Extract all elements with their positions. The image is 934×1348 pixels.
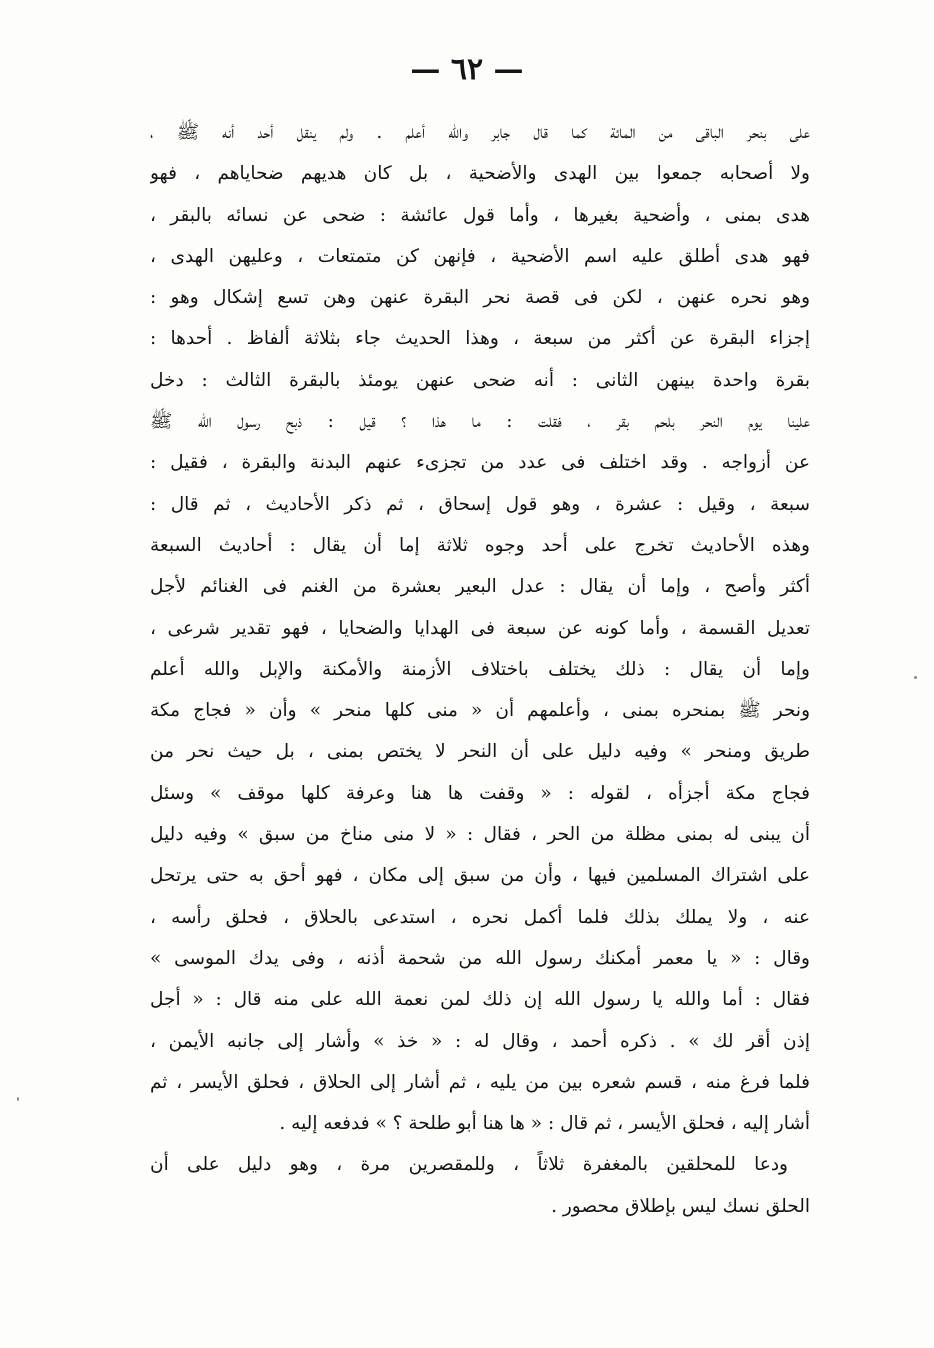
scan-speck bbox=[914, 676, 917, 679]
text-line: على اشتراك المسلمين فيها ، وأن من سبق إلى مكان ، فهو أحق به حتى يرتحل bbox=[150, 865, 810, 887]
text-line: سبعة ، وقيل : عشرة ، وهو قول إسحاق ، ثم ذكر الأحاديث ، ثم قال : bbox=[150, 493, 810, 515]
text-line: وإما أن يقال : ذلك يختلف باختلاف الأزمنة والأمكنة والإبل والله أعلم bbox=[150, 658, 810, 680]
text-line: إجزاء البقرة عن أكثر من سبعة ، وهذا الحديث جاء بثلاثة ألفاظ . أحدها : bbox=[150, 328, 810, 350]
text-line: عن أزواجه . وقد اختلف فى عدد من تجزىء عنهم البدنة والبقرة ، فقيل : bbox=[150, 452, 810, 474]
text-line: وهذه الأحاديث تخرج على أحد وجوه ثلاثة إما أن يقال : أحاديث السبعة bbox=[150, 534, 810, 556]
text-line: ولا أصحابه جمعوا بين الهدى والأضحية ، بل كان هديهم ضحاياهم ، فهو bbox=[150, 163, 810, 185]
text-line: بقرة واحدة بينهن الثانى : أنه ضحى عنهن يومئذ بالبقرة الثالث : دخل bbox=[150, 369, 810, 391]
text-line: ونحر ﷺ بمنحره بمنى ، وأعلمهم أن « منى كلها منحر » وأن « فجاج مكة bbox=[150, 700, 810, 722]
text-line: فقال : أما والله يا رسول الله إن ذلك لمن نعمة الله على منه قال : « أجل bbox=[150, 989, 810, 1011]
text-line: فلما فرغ منه ، قسم شعره بين من يليه ، ثم أشار إلى الحلاق ، فحلق الأيسر ، ثم bbox=[150, 1071, 810, 1093]
text-line: أشار إليه ، فحلق الأيسر ، ثم قال : « ها هنا أبو طلحة ؟ » فدفعه إليه . bbox=[279, 1113, 810, 1135]
text-line: تعديل القسمة ، وأما كونه عن سبعة فى الهدايا والضحايا ، فهو تقدير شرعى ، bbox=[150, 617, 810, 639]
text-line: أن يبنى له بمنى مظلة من الحر ، فقال : « لا منى مناخ من سبق » وفيه دليل bbox=[150, 824, 810, 846]
text-line: وقال : « يا معمر أمكنك رسول الله من شحمة أذنه ، وفى يدك الموسى » bbox=[150, 947, 810, 969]
text-line: أكثر وأصح ، وإما أن يقال : عدل البعير بعشرة من الغنم فى الغنائم لأجل bbox=[150, 576, 810, 598]
text-line: فجاج مكة أجزأه ، لقوله : « وقفت ها هنا وعرفة كلها موقف » وسئل bbox=[150, 782, 810, 804]
text-line: ودعا للمحلقين بالمغفرة ثلاثاً ، وللمقصرين مرة ، وهو دليل على أن bbox=[150, 1154, 788, 1176]
body-text bbox=[150, 112, 810, 1227]
text-line: علينا يوم النحر بلحم بقر ، فقلت : ما هذا ؟ قيل : ذبح رسول الله ﷺ bbox=[150, 411, 810, 433]
text-line: الحلق نسك ليس بإطلاق محصور . bbox=[551, 1195, 810, 1217]
text-line: عنه ، ولا يملك بذلك فلما أكمل نحره ، استدعى بالحلاق ، فحلق رأسه ، bbox=[150, 906, 810, 928]
text-line: فهو هدى أطلق عليه اسم الأضحية ، فإنهن كن متمتعات ، وعليهن الهدى ، bbox=[150, 245, 810, 267]
text-line: إذن أقر لك » . ذكره أحمد ، وقال له : « خذ » وأشار إلى جانبه الأيمن ، bbox=[150, 1030, 810, 1052]
text-line: طريق ومنحر » وفيه دليل على أن النحر لا يختص بمنى ، بل حيث نحر من bbox=[150, 741, 810, 763]
text-line: وهو نحره عنهن ، لكن فى قصة نحر البقرة عنهن وهن تسع إشكال وهو : bbox=[150, 287, 810, 309]
text-line: هدى بمنى ، وأضحية بغيرها ، وأما قول عائشة : ضحى عن نسائه بالبقر ، bbox=[150, 204, 810, 226]
page-number: — ٦٢ — bbox=[410, 52, 524, 87]
text-line: على بنحر الباقى من المائة كما قال جابر والله أعلم . ولم ينقل أحد أنه ﷺ ، bbox=[150, 122, 810, 143]
scan-speck bbox=[17, 1097, 19, 1101]
